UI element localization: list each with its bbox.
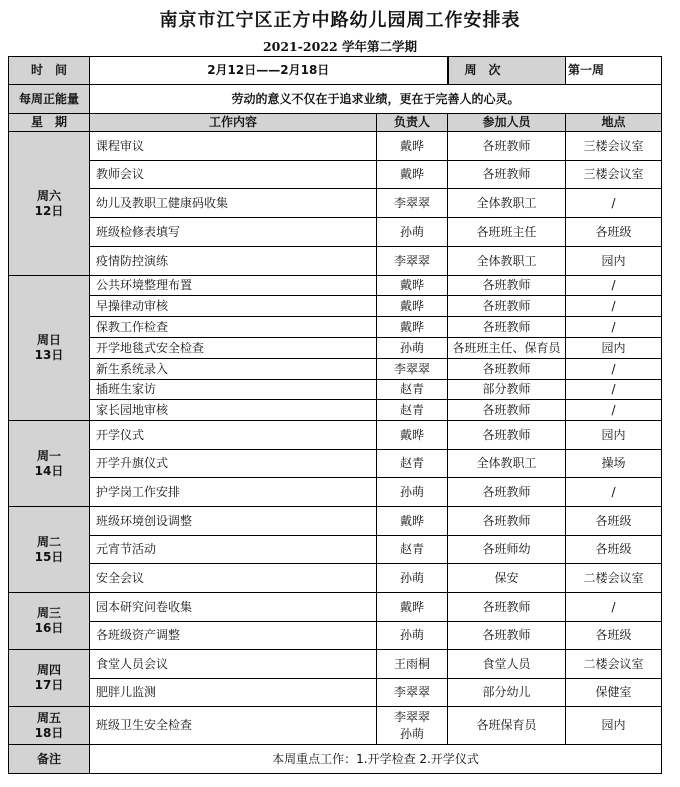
- schedule-row: [9, 380, 662, 400]
- task-cell: 安全会议: [90, 564, 377, 593]
- header-location: 地点: [566, 114, 662, 132]
- schedule-row: [9, 189, 662, 218]
- schedule-row: [9, 161, 662, 189]
- schedule-row: [9, 132, 662, 161]
- participants-cell: 各班班主任、保育员: [448, 338, 566, 359]
- day-cell: [9, 593, 90, 650]
- location-cell: /: [566, 380, 662, 400]
- participants-cell: 各班教师: [448, 359, 566, 380]
- owner-cell: 戴晔: [377, 296, 448, 317]
- participants-cell: 保安: [448, 564, 566, 593]
- page-title: 南京市江宁区正方中路幼儿园周工作安排表: [159, 10, 521, 31]
- day-date: 13日: [34, 348, 64, 362]
- task-cell: 元宵节活动: [90, 536, 377, 564]
- owner-cell: 孙萌: [377, 218, 448, 247]
- participants-cell: 部分幼儿: [448, 679, 566, 707]
- location-cell: /: [566, 189, 662, 218]
- day-cell: [9, 276, 90, 421]
- header-day: 星 期: [9, 114, 90, 132]
- participants-cell: 各班教师: [448, 276, 566, 296]
- task-cell: 各班级资产调整: [90, 622, 377, 650]
- semester-subtitle: 2021-2022 学年第二学期: [262, 39, 418, 54]
- owner-cell: 李翠翠: [377, 359, 448, 380]
- task-cell: 幼儿及教职工健康码收集: [90, 189, 377, 218]
- remark-row: [9, 745, 662, 774]
- location-cell: 园内: [566, 707, 662, 745]
- participants-cell: 全体教职工: [448, 247, 566, 276]
- owner-cell: 戴晔: [377, 317, 448, 338]
- schedule-table: [8, 56, 662, 774]
- location-cell: 各班级: [566, 218, 662, 247]
- schedule-row: [9, 536, 662, 564]
- participants-cell: 各班教师: [448, 421, 566, 450]
- schedule-row: [9, 359, 662, 380]
- day-cell: [9, 650, 90, 707]
- participants-cell: 各班教师: [448, 478, 566, 507]
- task-cell: 家长园地审核: [90, 400, 377, 421]
- location-cell: /: [566, 317, 662, 338]
- owner-cell: 王雨桐: [377, 650, 448, 679]
- owner-cell: 赵青: [377, 380, 448, 400]
- task-cell: 护学岗工作安排: [90, 478, 377, 507]
- location-cell: 园内: [566, 247, 662, 276]
- schedule-row: [9, 478, 662, 507]
- day-cell: [9, 421, 90, 507]
- schedule-row: [9, 593, 662, 622]
- schedule-row: [9, 650, 662, 679]
- schedule-row: [9, 296, 662, 317]
- task-cell: 公共环境整理布置: [90, 276, 377, 296]
- week-label: 周 次: [448, 57, 566, 85]
- location-cell: 园内: [566, 421, 662, 450]
- participants-cell: 各班教师: [448, 593, 566, 622]
- participants-cell: 各班教师: [448, 296, 566, 317]
- schedule-row: [9, 622, 662, 650]
- location-cell: 各班级: [566, 507, 662, 536]
- day-date: 15日: [34, 549, 64, 564]
- owner-cell: 李翠翠: [377, 679, 448, 707]
- task-cell: 班级卫生安全检查: [90, 707, 377, 745]
- schedule-row: [9, 507, 662, 536]
- week-value: 第一周: [566, 57, 662, 85]
- schedule-row: [9, 450, 662, 478]
- day-name: 周一: [36, 448, 61, 463]
- task-cell: 疫情防控演练: [90, 247, 377, 276]
- remark-text: 本周重点工作：1.开学检查 2.开学仪式: [90, 745, 662, 774]
- task-cell: 早操律动审核: [90, 296, 377, 317]
- owner-cell: 赵青: [377, 400, 448, 421]
- day-name: 周三: [36, 606, 61, 620]
- participants-cell: 各班保育员: [448, 707, 566, 745]
- owner-cell: 孙萌: [377, 564, 448, 593]
- owner-cell: 戴晔: [377, 593, 448, 622]
- schedule-row: [9, 276, 662, 296]
- header-content: 工作内容: [90, 114, 377, 132]
- location-cell: /: [566, 400, 662, 421]
- task-cell: 保教工作检查: [90, 317, 377, 338]
- participants-cell: 各班师幼: [448, 536, 566, 564]
- day-name: 周二: [36, 534, 61, 549]
- participants-cell: 各班教师: [448, 622, 566, 650]
- owner-cell: 李翠翠: [377, 247, 448, 276]
- owner-cell: 赵青: [377, 450, 448, 478]
- task-cell: 班级检修表填写: [90, 218, 377, 247]
- motto-text: 劳动的意义不仅在于追求业绩，更在于完善人的心灵。: [90, 85, 662, 114]
- day-date: 17日: [34, 678, 64, 692]
- participants-cell: 全体教职工: [448, 450, 566, 478]
- remark-label: 备注: [9, 745, 90, 774]
- participants-cell: 各班教师: [448, 317, 566, 338]
- location-cell: 各班级: [566, 622, 662, 650]
- participants-cell: 各班教师: [448, 132, 566, 161]
- owner-cell: 戴晔: [377, 507, 448, 536]
- location-cell: 三楼会议室: [566, 161, 662, 189]
- schedule-row: [9, 247, 662, 276]
- owner-cell: 孙萌: [377, 478, 448, 507]
- owner-cell: 孙萌: [377, 622, 448, 650]
- day-date: 12日: [34, 203, 64, 218]
- day-date: 18日: [34, 725, 64, 740]
- schedule-row: [9, 317, 662, 338]
- participants-cell: 部分教师: [448, 380, 566, 400]
- time-label: 时 间: [9, 57, 90, 85]
- task-cell: 肥胖儿监测: [90, 679, 377, 707]
- time-value: 2月12日——2月18日: [90, 57, 448, 85]
- owner-name: 李翠翠: [394, 709, 431, 724]
- task-cell: 插班生家访: [90, 380, 377, 400]
- task-cell: 班级环境创设调整: [90, 507, 377, 536]
- location-cell: /: [566, 359, 662, 380]
- day-name: 周四: [36, 663, 61, 677]
- location-cell: 三楼会议室: [566, 132, 662, 161]
- day-name: 周日: [36, 333, 61, 347]
- location-cell: 操场: [566, 450, 662, 478]
- schedule-row: [9, 400, 662, 421]
- task-cell: 教师会议: [90, 161, 377, 189]
- owner-cell: 戴晔: [377, 421, 448, 450]
- owner-cell: [377, 707, 448, 745]
- task-cell: 开学升旗仪式: [90, 450, 377, 478]
- location-cell: /: [566, 593, 662, 622]
- owner-name: 孙萌: [400, 726, 425, 741]
- owner-cell: 戴晔: [377, 161, 448, 189]
- task-cell: 课程审议: [90, 132, 377, 161]
- owner-cell: 李翠翠: [377, 189, 448, 218]
- participants-cell: 各班教师: [448, 400, 566, 421]
- task-cell: 开学地毯式安全检查: [90, 338, 377, 359]
- day-cell: [9, 707, 90, 745]
- header-owner: 负责人: [377, 114, 448, 132]
- owner-cell: 戴晔: [377, 132, 448, 161]
- location-cell: /: [566, 478, 662, 507]
- header-participants: 参加人员: [448, 114, 566, 132]
- day-cell: [9, 507, 90, 593]
- participants-cell: 各班教师: [448, 507, 566, 536]
- owner-cell: 孙萌: [377, 338, 448, 359]
- owner-cell: 戴晔: [377, 276, 448, 296]
- participants-cell: 各班教师: [448, 161, 566, 189]
- task-cell: 食堂人员会议: [90, 650, 377, 679]
- schedule-row: [9, 218, 662, 247]
- participants-cell: 全体教职工: [448, 189, 566, 218]
- participants-cell: 食堂人员: [448, 650, 566, 679]
- schedule-row: [9, 707, 662, 745]
- task-cell: 开学仪式: [90, 421, 377, 450]
- location-cell: 二楼会议室: [566, 650, 662, 679]
- header-row: [9, 114, 662, 132]
- info-row-motto: [9, 85, 662, 114]
- schedule-row: [9, 338, 662, 359]
- day-date: 16日: [34, 621, 64, 635]
- info-row-time: [9, 57, 662, 85]
- day-name: 周五: [36, 710, 61, 725]
- day-date: 14日: [34, 463, 64, 478]
- day-name: 周六: [36, 188, 61, 203]
- owner-cell: 赵青: [377, 536, 448, 564]
- location-cell: 园内: [566, 338, 662, 359]
- motto-label: 每周正能量: [9, 85, 90, 114]
- schedule-row: [9, 421, 662, 450]
- location-cell: 二楼会议室: [566, 564, 662, 593]
- location-cell: /: [566, 296, 662, 317]
- schedule-row: [9, 679, 662, 707]
- task-cell: 园本研究问卷收集: [90, 593, 377, 622]
- schedule-row: [9, 564, 662, 593]
- participants-cell: 各班班主任: [448, 218, 566, 247]
- location-cell: 保健室: [566, 679, 662, 707]
- task-cell: 新生系统录入: [90, 359, 377, 380]
- location-cell: /: [566, 276, 662, 296]
- day-cell: [9, 132, 90, 276]
- location-cell: 各班级: [566, 536, 662, 564]
